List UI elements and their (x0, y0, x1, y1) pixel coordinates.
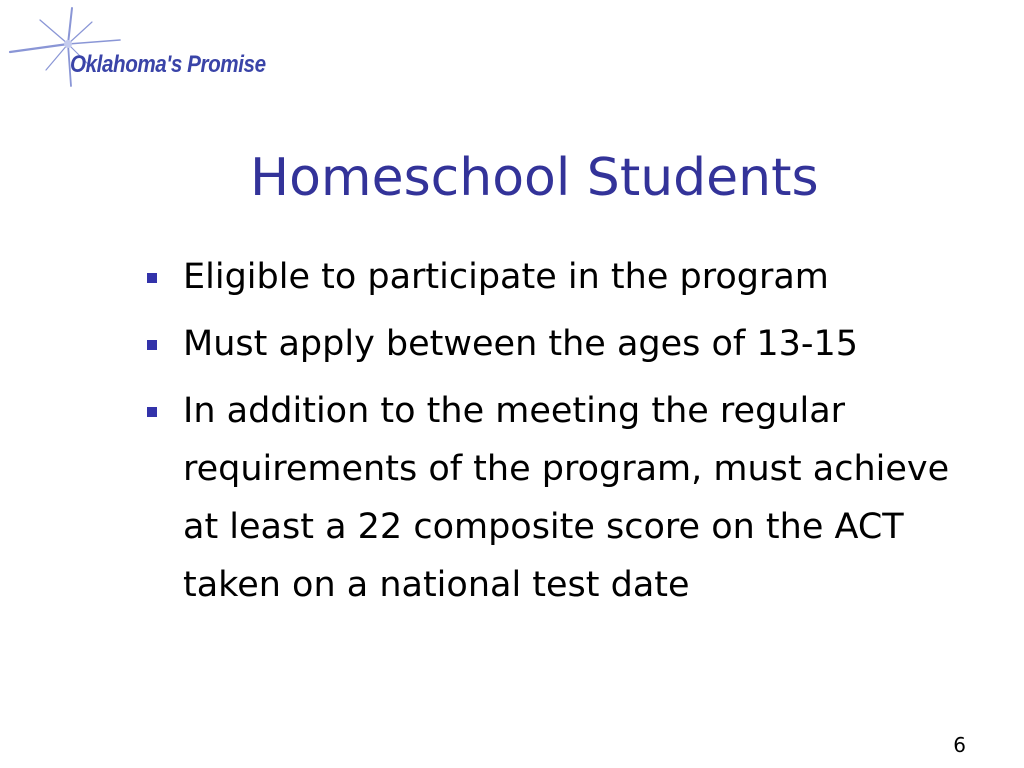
bullet-list (145, 248, 965, 623)
bullet-text: Must apply between the ages of 13-15 (183, 324, 859, 364)
square-bullet-icon (147, 273, 157, 283)
square-bullet-icon (147, 407, 157, 417)
bullet-item (145, 382, 965, 614)
slide-title: Homeschool Students (250, 148, 819, 208)
square-bullet-icon (147, 340, 157, 350)
page-number: 6 (953, 733, 966, 757)
logo-text: Oklahoma's Promise (70, 51, 266, 78)
bullet-text: Eligible to participate in the program (183, 257, 829, 297)
bullet-text: In addition to the meeting the regular requirements of the program, must achieve at least a 22 composite score on the ACT taken on a national test date (183, 391, 950, 605)
bullet-item (145, 315, 965, 373)
star-icon (0, 0, 130, 100)
bullet-item (145, 248, 965, 306)
